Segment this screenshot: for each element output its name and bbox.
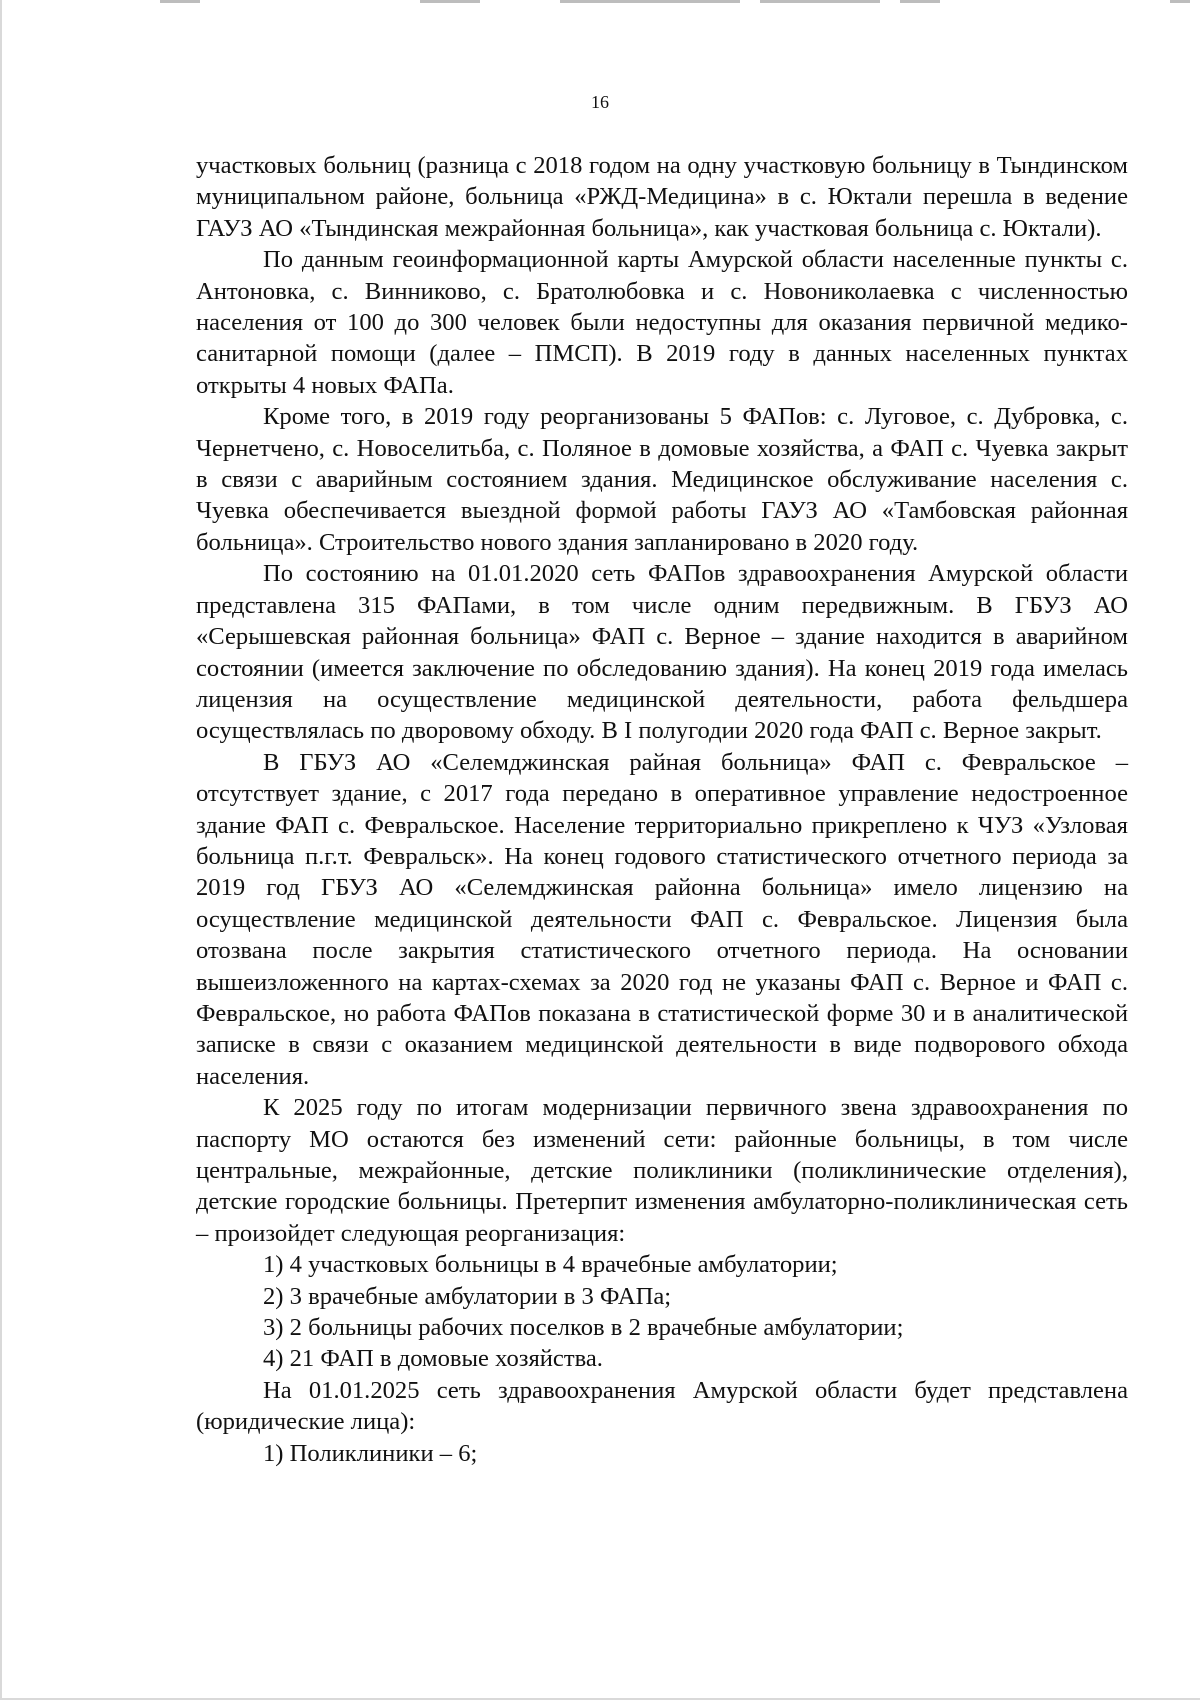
paragraph-continuation: участковых больниц (разница с 2018 годом на одну участковую больницу в Тындинском муниципальном районе, больница «РЖД-Медицина» в с. Юктали перешла в ведение ГАУЗ АО «Тындинская межрайонная больница», как участковая больница с. Юктали). bbox=[196, 152, 1128, 242]
document-body bbox=[196, 150, 1128, 1469]
list-item: 1) 4 участковых больницы в 4 врачебные амбулатории; bbox=[263, 1251, 838, 1279]
list-item: 1) Поликлиники – 6; bbox=[263, 1439, 478, 1467]
paragraph-modernization-2025: К 2025 году по итогам модернизации первичного звена здравоохранения по паспорту МО остаются без изменений сети: районные больницы, в том числе центральные, межрайонные, детские поликлиники (поликлинические отделения), детские городские больницы. Претерпит изменения амбулаторно-поликлиническая сеть – произойдет следующая реорганизация: bbox=[196, 1094, 1128, 1247]
paragraph-selemdzha-hospital: В ГБУЗ АО «Селемджинская райная больница» ФАП с. Февральское – отсутствует здание, с 2017 года передано в оперативное управление недостроенное здание ФАП с. Февральское. Население территориально прикреплено к ЧУЗ «Узловая больница п.г.т. Февральск». На конец годового статистического отчетного периода за 2019 год ГБУЗ АО «Селемджинская районна больница» имело лицензию на осуществление медицинской деятельности ФАП с. Февральское. Лицензия была отозвана после закрытия статистического отчетного периода. На основании вышеизложенного на картах-схемах за 2020 год не указаны ФАП с. Верное и ФАП с. Февральское, но работа ФАПов показана в статистической форме 30 и в аналитической записке в связи с оказанием медицинской деятельности в виде подворового обхода населения. bbox=[196, 748, 1128, 1090]
list-item: 4) 21 ФАП в домовые хозяйства. bbox=[263, 1345, 603, 1373]
scan-top-marks bbox=[0, 0, 1200, 6]
scan-edge-left bbox=[0, 0, 2, 1700]
paragraph-fap-network-2020: По состоянию на 01.01.2020 сеть ФАПов здравоохранения Амурской области представлена 315 ФАПами, в том числе одним передвижным. В ГБУЗ АО «Серышевская районная больница» ФАП с. Верное – здание находится в аварийном состоянии (имеется заключение по обследованию здания). На конец 2019 года имелась лицензия на осуществление медицинской деятельности, работа фельдшера осуществлялась по дворовому обходу. В I полугодии 2020 года ФАП с. Верное закрыт. bbox=[196, 560, 1128, 745]
paragraph-geoinformation: По данным геоинформационной карты Амурской области населенные пункты с. Антоновка, с. Винниково, с. Братолюбовка и с. Новониколаевка с численностью населения от 100 до 300 человек были недоступны для оказания первичной медико-санитарной помощи (далее – ПМСП). В 2019 году в данных населенных пунктах открыты 4 новых ФАПа. bbox=[196, 246, 1128, 399]
page-number: 16 bbox=[591, 92, 609, 112]
list-item: 3) 2 больницы рабочих поселков в 2 врачебные амбулатории; bbox=[263, 1314, 904, 1342]
paragraph-network-2025: На 01.01.2025 сеть здравоохранения Амурской области будет представлена (юридические лица): bbox=[196, 1376, 1128, 1436]
paragraph-reorganized-faps: Кроме того, в 2019 году реорганизованы 5 ФАПов: с. Луговое, с. Дубровка, с. Чернетчено, с. Новоселитьба, с. Поляное в домовые хозяйства, а ФАП с. Чуевка закрыт в связи с аварийным состоянием здания. Медицинское обслуживание населения с. Чуевка обеспечивается выездной формой работы ГАУЗ АО «Тамбовская районная больница». Строительство нового здания запланировано в 2020 году. bbox=[196, 403, 1128, 556]
list-item: 2) 3 врачебные амбулатории в 3 ФАПа; bbox=[263, 1282, 672, 1310]
